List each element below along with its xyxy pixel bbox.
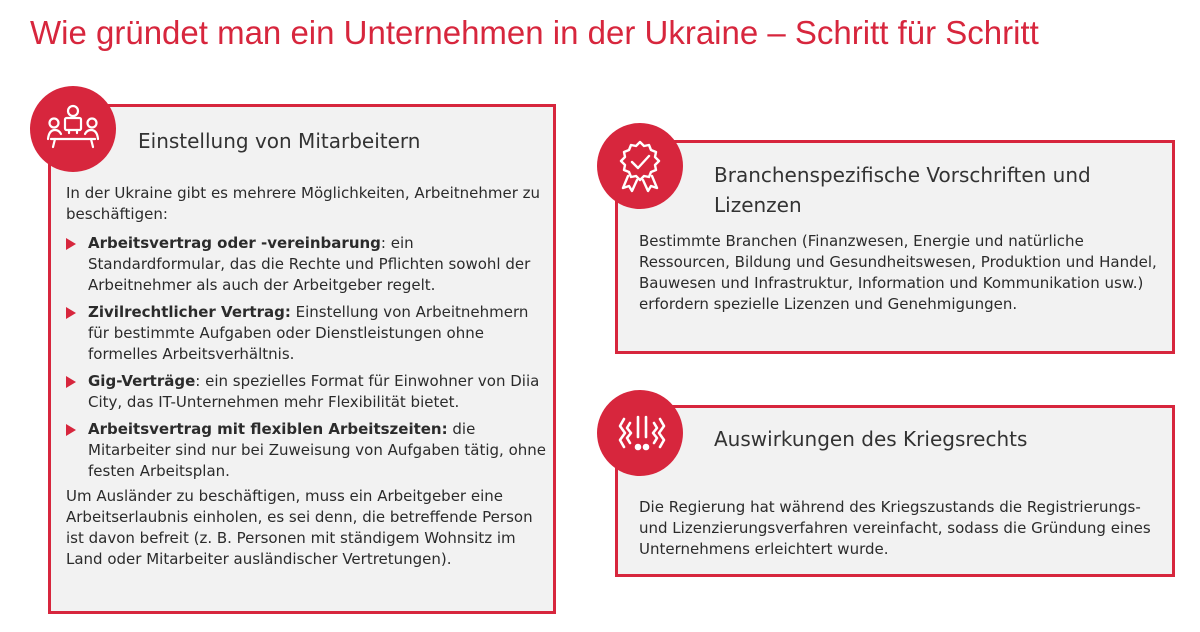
employees-heading: Einstellung von Mitarbeitern xyxy=(138,129,421,153)
alert-vibration-icon xyxy=(612,405,668,461)
bullet-arrow-icon xyxy=(66,307,76,319)
bullet-arrow-icon xyxy=(66,376,76,388)
list-item xyxy=(66,371,546,413)
martial-law-badge xyxy=(597,390,683,476)
meeting-people-icon xyxy=(45,101,101,157)
list-item xyxy=(66,233,546,296)
martial-law-text: Die Regierung hat während des Kriegszustands die Registrierungs- und Lizenzierungsverfahren vereinfacht, sodass die Gründung eines Unternehmens erleichtert wurde. xyxy=(639,498,1151,558)
list-item xyxy=(66,302,546,365)
certificate-check-icon xyxy=(612,138,668,194)
martial-law-heading: Auswirkungen des Kriegsrechts xyxy=(714,427,1028,451)
list-item-text: die Mitarbeiter sind nur bei Zuweisung von Aufgaben tätig, ohne festen Arbeitsplan. xyxy=(88,420,547,480)
bullet-arrow-icon xyxy=(66,238,76,250)
list-item-text: Einstellung von Arbeitnehmern für bestimmte Aufgaben oder Dienstleistungen ohne formelles Arbeitsverhältnis. xyxy=(88,303,529,363)
list-item-text: : ein Standardformular, das die Rechte und Pflichten sowohl der Arbeitnehmer als auch der Arbeitgeber regelt. xyxy=(88,234,531,294)
employees-outro: Um Ausländer zu beschäftigen, muss ein Arbeitgeber eine Arbeitserlaubnis einholen, es sei denn, die betreffende Person ist davon befreit (z. B. Personen mit ständigem Wohnsitz im Land oder Mitarbeiter ausländischer Vertretungen). xyxy=(66,487,533,568)
list-item-term: Arbeitsvertrag oder -vereinbarung xyxy=(88,234,381,252)
regulations-heading: Branchenspezifische Vorschriften und Lizenzen xyxy=(714,163,1091,217)
employees-intro: In der Ukraine gibt es mehrere Möglichkeiten, Arbeitnehmer zu beschäftigen: xyxy=(66,184,541,223)
bullet-arrow-icon xyxy=(66,424,76,436)
list-item-term: Gig-Verträge xyxy=(88,372,196,390)
page-title: Wie gründet man ein Unternehmen in der Ukraine – Schritt für Schritt xyxy=(30,14,1039,51)
list-item-text: : ein spezielles Format für Einwohner von Diia City, das IT-Unternehmen mehr Flexibilität bietet. xyxy=(88,372,540,411)
employees-list xyxy=(66,233,546,488)
list-item xyxy=(66,419,546,482)
employees-badge xyxy=(30,86,116,172)
regulations-badge xyxy=(597,123,683,209)
list-item-term: Zivilrechtlicher Vertrag: xyxy=(88,303,291,321)
regulations-text: Bestimmte Branchen (Finanzwesen, Energie und natürliche Ressourcen, Bildung und Gesundheitswesen, Produktion und Handel, Bauwesen und Infrastruktur, Information und Kommunikation usw.) erfordern spezielle Lizenzen und Genehmigungen. xyxy=(639,232,1157,313)
list-item-term: Arbeitsvertrag mit flexiblen Arbeitszeiten: xyxy=(88,420,448,438)
